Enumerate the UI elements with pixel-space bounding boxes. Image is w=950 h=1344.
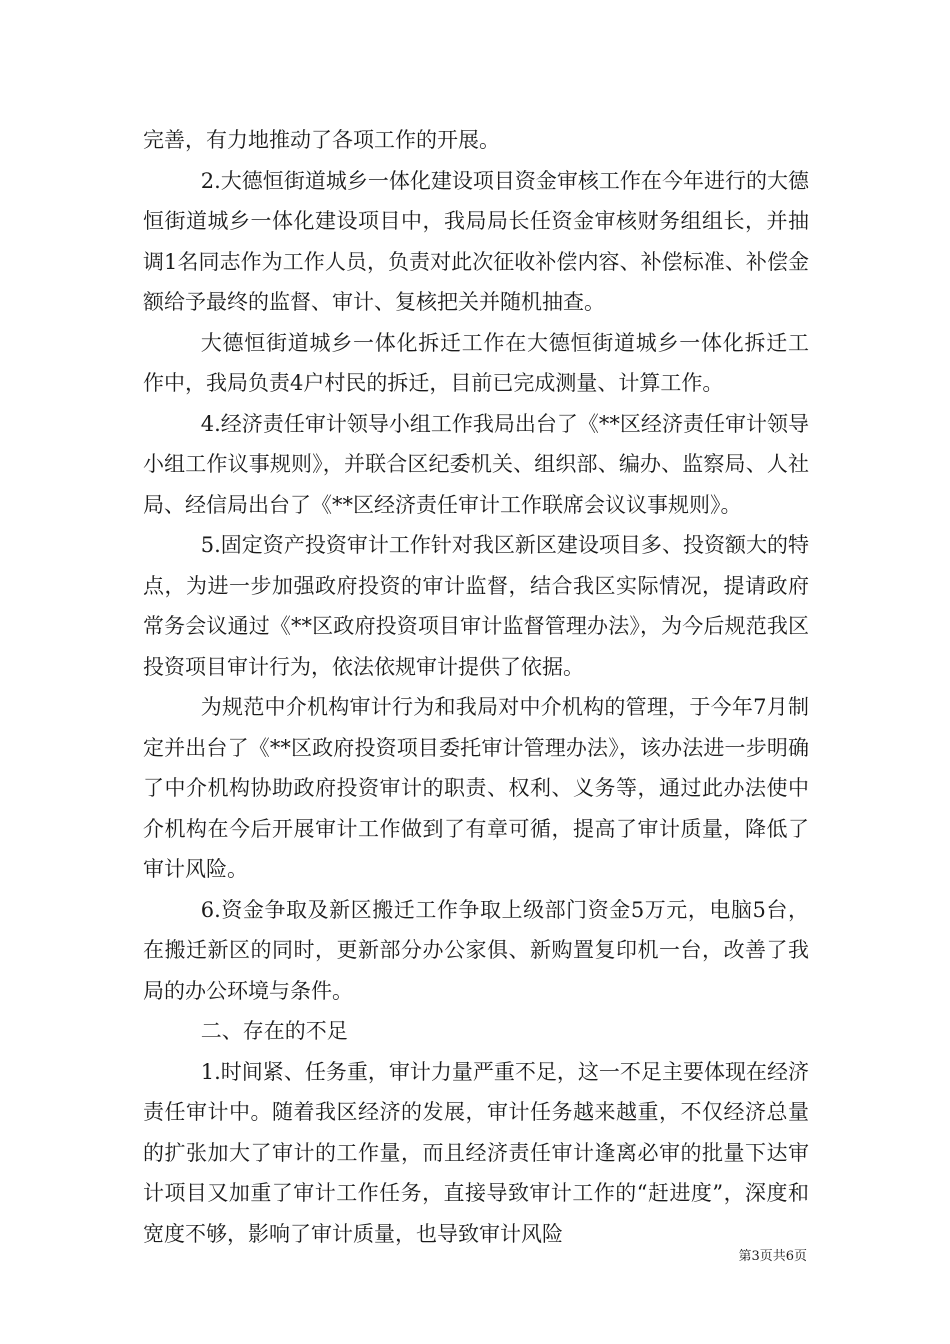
paragraph-item-2: 2.大德恒街道城乡一体化建设项目资金审核工作在今年进行的大德恒街道城乡一体化建设项目中，我局局长任资金审核财务组组长，并抽调1名同志作为工作人员，负责对此次征收补偿内容、补偿标准、补偿金额给予最终的监督、审计、复核把关并随机抽查。 [143,168,809,314]
paragraph-demolition: 大德恒街道城乡一体化拆迁工作在大德恒街道城乡一体化拆迁工作中，我局负责4户村民的拆迁，目前已完成测量、计算工作。 [143,330,809,395]
paragraph-item-4: 4.经济责任审计领导小组工作我局出台了《**区经济责任审计领导小组工作议事规则》，并联合区纪委机关、组织部、编办、监察局、人社局、经信局出台了《**区经济责任审计工作联席会议议事规则》。 [143,411,809,517]
paragraph-continuation: 完善，有力地推动了各项工作的开展。 [143,128,500,152]
paragraph-shortcoming-1: 1.时间紧、任务重，审计力量严重不足，这一不足主要体现在经济责任审计中。随着我区经济的发展，审计任务越来越重，不仅经济总量的扩张加大了审计的工作量，而且经济责任审计逢离必审的批量下达审计项目又加重了审计工作任务，直接导致审计工作的“赶进度”，深度和宽度不够，影响了审计质量，也导致审计风险 [143,1059,809,1246]
paragraph-intermediary: 为规范中介机构审计行为和我局对中介机构的管理，于今年7月制定并出台了《**区政府投资项目委托审计管理办法》，该办法进一步明确了中介机构协助政府投资审计的职责、权利、义务等，通过此办法使中介机构在今后开展审计工作做到了有章可循，提高了审计质量，降低了审计风险。 [143,695,809,881]
page-number-footer: 第3页共6页 [738,1249,807,1264]
paragraph-item-5: 5.固定资产投资审计工作针对我区新区建设项目多、投资额大的特点，为进一步加强政府投资的审计监督，结合我区实际情况，提请政府常务会议通过《**区政府投资项目审计监督管理办法》，为今后规范我区投资项目审计行为，依法依规审计提供了依据。 [143,533,809,679]
section-heading-shortcomings: 二、存在的不足 [200,1019,348,1043]
paragraph-item-6: 6.资金争取及新区搬迁工作争取上级部门资金5万元，电脑5台，在搬迁新区的同时，更新部分办公家俱、新购置复印机一台，改善了我局的办公环境与条件。 [143,897,809,1003]
document-body [143,120,809,1254]
